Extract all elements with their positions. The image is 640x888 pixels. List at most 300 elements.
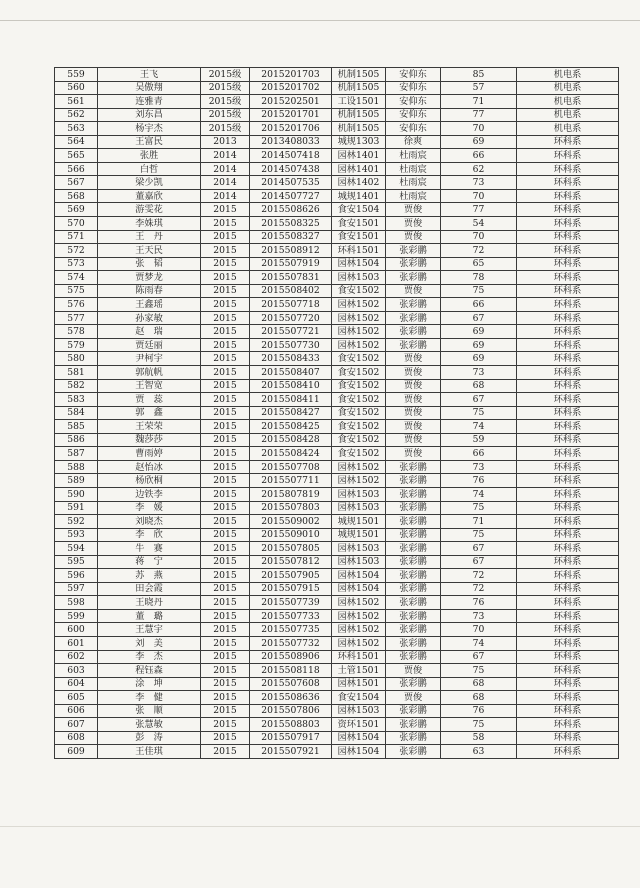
student-name-cell: 杨宇杰 [98,122,201,136]
student-id-cell: 2015508411 [250,393,332,407]
student-id-cell: 2015201701 [250,108,332,122]
student-name-cell: 王飞 [98,68,201,82]
grade-cell: 2015 [201,460,250,474]
class-cell: 食安1502 [332,393,386,407]
row-number-cell: 604 [55,677,98,691]
score-table-body [55,68,619,759]
teacher-cell: 贾俊 [386,217,441,231]
row-number-cell: 565 [55,149,98,163]
score-cell: 75 [441,718,517,732]
score-cell: 72 [441,582,517,596]
score-cell: 66 [441,298,517,312]
row-number-cell: 567 [55,176,98,190]
table-row [55,325,619,339]
student-id-cell: 2015507917 [250,731,332,745]
row-number-cell: 589 [55,474,98,488]
student-id-cell: 2015508912 [250,244,332,258]
department-cell: 环科系 [517,447,619,461]
student-name-cell: 王天民 [98,244,201,258]
row-number-cell: 592 [55,515,98,529]
class-cell: 园林1502 [332,596,386,610]
department-cell: 环科系 [517,650,619,664]
class-cell: 机制1505 [332,68,386,82]
grade-cell: 2015 [201,338,250,352]
department-cell: 环科系 [517,338,619,352]
grade-cell: 2013 [201,135,250,149]
student-id-cell: 2015508402 [250,284,332,298]
table-row [55,68,619,82]
table-row [55,379,619,393]
department-cell: 环科系 [517,176,619,190]
row-number-cell: 587 [55,447,98,461]
row-number-cell: 573 [55,257,98,271]
table-row [55,731,619,745]
student-name-cell: 王智宽 [98,379,201,393]
teacher-cell: 杜雨宸 [386,162,441,176]
teacher-cell: 张彩鹏 [386,311,441,325]
teacher-cell: 贾俊 [386,433,441,447]
student-name-cell: 曹雨婷 [98,447,201,461]
teacher-cell: 杜雨宸 [386,149,441,163]
grade-cell: 2014 [201,162,250,176]
class-cell: 工设1501 [332,95,386,109]
student-id-cell: 2014507418 [250,149,332,163]
class-cell: 园林1401 [332,149,386,163]
class-cell: 园林1503 [332,542,386,556]
teacher-cell: 安仰东 [386,81,441,95]
student-id-cell: 2015508427 [250,406,332,420]
grade-cell: 2015级 [201,108,250,122]
score-cell: 77 [441,203,517,217]
table-row [55,203,619,217]
score-cell: 67 [441,555,517,569]
student-id-cell: 2015201703 [250,68,332,82]
class-cell: 食安1502 [332,406,386,420]
table-row [55,474,619,488]
table-row [55,718,619,732]
grade-cell: 2015 [201,447,250,461]
row-number-cell: 583 [55,393,98,407]
grade-cell: 2015 [201,528,250,542]
score-cell: 73 [441,366,517,380]
score-cell: 69 [441,338,517,352]
department-cell: 环科系 [517,433,619,447]
teacher-cell: 张彩鹏 [386,244,441,258]
row-number-cell: 599 [55,609,98,623]
grade-cell: 2015 [201,582,250,596]
grade-cell: 2015 [201,433,250,447]
grade-cell: 2015 [201,542,250,556]
class-cell: 园林1502 [332,460,386,474]
department-cell: 机电系 [517,122,619,136]
student-id-cell: 2015509010 [250,528,332,542]
student-name-cell: 董 璐 [98,609,201,623]
row-number-cell: 595 [55,555,98,569]
table-row [55,542,619,556]
class-cell: 城规1401 [332,189,386,203]
student-id-cell: 2015507803 [250,501,332,515]
teacher-cell: 张彩鹏 [386,704,441,718]
department-cell: 环科系 [517,515,619,529]
student-name-cell: 李 健 [98,691,201,705]
class-cell: 园林1502 [332,298,386,312]
class-cell: 食安1502 [332,447,386,461]
score-cell: 78 [441,271,517,285]
student-id-cell: 2015508636 [250,691,332,705]
department-cell: 环科系 [517,664,619,678]
teacher-cell: 安仰东 [386,68,441,82]
table-row [55,189,619,203]
class-cell: 园林1504 [332,569,386,583]
teacher-cell: 贾俊 [386,420,441,434]
table-row [55,244,619,258]
student-id-cell: 2015507735 [250,623,332,637]
department-cell: 环科系 [517,325,619,339]
table-row [55,636,619,650]
table-row [55,420,619,434]
student-name-cell: 边铁李 [98,487,201,501]
class-cell: 园林1503 [332,555,386,569]
student-name-cell: 田会霞 [98,582,201,596]
grade-cell: 2015 [201,501,250,515]
class-cell: 食安1501 [332,217,386,231]
table-row [55,162,619,176]
student-name-cell: 牛 赛 [98,542,201,556]
grade-cell: 2015 [201,515,250,529]
class-cell: 食安1504 [332,203,386,217]
teacher-cell: 贾俊 [386,284,441,298]
score-cell: 66 [441,149,517,163]
student-id-cell: 2015507805 [250,542,332,556]
department-cell: 环科系 [517,420,619,434]
department-cell: 环科系 [517,298,619,312]
score-cell: 72 [441,569,517,583]
department-cell: 环科系 [517,731,619,745]
score-cell: 74 [441,636,517,650]
teacher-cell: 张彩鹏 [386,582,441,596]
class-cell: 城规1501 [332,528,386,542]
grade-cell: 2015 [201,230,250,244]
student-id-cell: 2015507915 [250,582,332,596]
class-cell: 园林1502 [332,325,386,339]
class-cell: 园林1504 [332,731,386,745]
student-name-cell: 李 媛 [98,501,201,515]
score-cell: 76 [441,596,517,610]
department-cell: 环科系 [517,366,619,380]
department-cell: 环科系 [517,745,619,759]
table-row [55,528,619,542]
student-name-cell: 程钰森 [98,664,201,678]
row-number-cell: 576 [55,298,98,312]
teacher-cell: 张彩鹏 [386,650,441,664]
department-cell: 环科系 [517,704,619,718]
row-number-cell: 568 [55,189,98,203]
student-id-cell: 2015807819 [250,487,332,501]
student-name-cell: 刘 美 [98,636,201,650]
row-number-cell: 588 [55,460,98,474]
table-row [55,650,619,664]
grade-cell: 2015 [201,298,250,312]
table-row [55,501,619,515]
class-cell: 园林1401 [332,162,386,176]
grade-cell: 2015 [201,244,250,258]
department-cell: 环科系 [517,406,619,420]
score-cell: 73 [441,609,517,623]
teacher-cell: 张彩鹏 [386,623,441,637]
table-row [55,95,619,109]
table-row [55,664,619,678]
row-number-cell: 569 [55,203,98,217]
grade-cell: 2015 [201,664,250,678]
class-cell: 环科1501 [332,244,386,258]
department-cell: 环科系 [517,244,619,258]
table-row [55,135,619,149]
department-cell: 环科系 [517,149,619,163]
table-row [55,704,619,718]
row-number-cell: 603 [55,664,98,678]
student-id-cell: 2015507608 [250,677,332,691]
department-cell: 环科系 [517,718,619,732]
student-name-cell: 游雯花 [98,203,201,217]
teacher-cell: 贾俊 [386,691,441,705]
score-cell: 69 [441,135,517,149]
teacher-cell: 安仰东 [386,95,441,109]
department-cell: 环科系 [517,691,619,705]
row-number-cell: 598 [55,596,98,610]
grade-cell: 2015 [201,393,250,407]
student-name-cell: 蒋 宁 [98,555,201,569]
row-number-cell: 575 [55,284,98,298]
row-number-cell: 562 [55,108,98,122]
score-cell: 66 [441,447,517,461]
class-cell: 园林1502 [332,623,386,637]
grade-cell: 2015 [201,596,250,610]
score-cell: 71 [441,95,517,109]
row-number-cell: 559 [55,68,98,82]
student-id-cell: 2015508433 [250,352,332,366]
student-id-cell: 2015507730 [250,338,332,352]
class-cell: 环科1501 [332,650,386,664]
student-id-cell: 2015507720 [250,311,332,325]
department-cell: 环科系 [517,623,619,637]
teacher-cell: 贾俊 [386,203,441,217]
score-cell: 85 [441,68,517,82]
department-cell: 环科系 [517,189,619,203]
student-id-cell: 2015508424 [250,447,332,461]
student-name-cell: 连雅青 [98,95,201,109]
student-id-cell: 2014507727 [250,189,332,203]
table-row [55,393,619,407]
class-cell: 食安1502 [332,352,386,366]
student-id-cell: 2015507721 [250,325,332,339]
score-cell: 75 [441,501,517,515]
grade-cell: 2015 [201,623,250,637]
grade-cell: 2015 [201,745,250,759]
row-number-cell: 593 [55,528,98,542]
grade-cell: 2015 [201,257,250,271]
score-cell: 69 [441,352,517,366]
student-id-cell: 2015508803 [250,718,332,732]
score-cell: 70 [441,623,517,637]
grade-cell: 2015 [201,406,250,420]
student-id-cell: 2015508410 [250,379,332,393]
teacher-cell: 贾俊 [386,366,441,380]
student-id-cell: 2014507438 [250,162,332,176]
grade-cell: 2015级 [201,81,250,95]
student-name-cell: 王富民 [98,135,201,149]
class-cell: 机制1505 [332,122,386,136]
row-number-cell: 571 [55,230,98,244]
teacher-cell: 贾俊 [386,447,441,461]
row-number-cell: 582 [55,379,98,393]
class-cell: 机制1505 [332,108,386,122]
department-cell: 机电系 [517,108,619,122]
student-id-cell: 2015507812 [250,555,332,569]
table-row [55,406,619,420]
department-cell: 环科系 [517,636,619,650]
department-cell: 环科系 [517,379,619,393]
row-number-cell: 597 [55,582,98,596]
teacher-cell: 贾俊 [386,664,441,678]
class-cell: 食安1502 [332,433,386,447]
department-cell: 环科系 [517,311,619,325]
teacher-cell: 贾俊 [386,379,441,393]
grade-cell: 2014 [201,176,250,190]
row-number-cell: 579 [55,338,98,352]
row-number-cell: 605 [55,691,98,705]
student-id-cell: 2015508407 [250,366,332,380]
class-cell: 资环1501 [332,718,386,732]
class-cell: 园林1504 [332,257,386,271]
row-number-cell: 578 [55,325,98,339]
teacher-cell: 安仰东 [386,108,441,122]
student-id-cell: 2015507739 [250,596,332,610]
student-name-cell: 郭航帆 [98,366,201,380]
student-name-cell: 刘晓杰 [98,515,201,529]
score-cell: 57 [441,81,517,95]
teacher-cell: 张彩鹏 [386,325,441,339]
grade-cell: 2014 [201,149,250,163]
department-cell: 环科系 [517,677,619,691]
department-cell: 环科系 [517,609,619,623]
row-number-cell: 590 [55,487,98,501]
scan-edge-line [0,826,640,827]
table-row [55,596,619,610]
score-cell: 59 [441,433,517,447]
grade-cell: 2015 [201,311,250,325]
class-cell: 园林1502 [332,311,386,325]
teacher-cell: 张彩鹏 [386,569,441,583]
class-cell: 食安1502 [332,420,386,434]
score-cell: 74 [441,487,517,501]
class-cell: 园林1503 [332,271,386,285]
row-number-cell: 564 [55,135,98,149]
score-cell: 69 [441,325,517,339]
department-cell: 环科系 [517,487,619,501]
teacher-cell: 张彩鹏 [386,487,441,501]
table-row [55,122,619,136]
student-id-cell: 2015507905 [250,569,332,583]
scan-edge-line [0,20,640,21]
student-id-cell: 2015507733 [250,609,332,623]
department-cell: 环科系 [517,352,619,366]
student-name-cell: 白哲 [98,162,201,176]
teacher-cell: 贾俊 [386,393,441,407]
score-cell: 62 [441,162,517,176]
row-number-cell: 577 [55,311,98,325]
score-cell: 68 [441,677,517,691]
student-name-cell: 梁少凯 [98,176,201,190]
grade-cell: 2015 [201,284,250,298]
class-cell: 园林1502 [332,636,386,650]
score-cell: 75 [441,406,517,420]
score-cell: 67 [441,311,517,325]
student-name-cell: 刘东昌 [98,108,201,122]
student-name-cell: 贾廷丽 [98,338,201,352]
grade-cell: 2015 [201,217,250,231]
teacher-cell: 贾俊 [386,230,441,244]
row-number-cell: 581 [55,366,98,380]
class-cell: 城规1501 [332,515,386,529]
class-cell: 城规1303 [332,135,386,149]
department-cell: 机电系 [517,81,619,95]
student-id-cell: 2015509002 [250,515,332,529]
row-number-cell: 572 [55,244,98,258]
department-cell: 环科系 [517,542,619,556]
row-number-cell: 601 [55,636,98,650]
class-cell: 机制1505 [332,81,386,95]
class-cell: 食安1502 [332,284,386,298]
table-row [55,149,619,163]
score-cell: 76 [441,474,517,488]
student-id-cell: 2015202501 [250,95,332,109]
grade-cell: 2015 [201,636,250,650]
grade-cell: 2015 [201,352,250,366]
score-cell: 67 [441,542,517,556]
student-id-cell: 2015507921 [250,745,332,759]
student-name-cell: 李 欣 [98,528,201,542]
row-number-cell: 566 [55,162,98,176]
grade-cell: 2015 [201,203,250,217]
teacher-cell: 张彩鹏 [386,596,441,610]
score-cell: 70 [441,189,517,203]
student-id-cell: 2015508118 [250,664,332,678]
row-number-cell: 607 [55,718,98,732]
table-row [55,447,619,461]
department-cell: 环科系 [517,135,619,149]
class-cell: 园林1502 [332,338,386,352]
student-id-cell: 2015508425 [250,420,332,434]
teacher-cell: 张彩鹏 [386,528,441,542]
score-table [54,67,619,759]
row-number-cell: 608 [55,731,98,745]
teacher-cell: 张彩鹏 [386,298,441,312]
score-cell: 76 [441,704,517,718]
student-id-cell: 2015508325 [250,217,332,231]
department-cell: 环科系 [517,217,619,231]
teacher-cell: 张彩鹏 [386,677,441,691]
class-cell: 食安1502 [332,366,386,380]
student-name-cell: 王荣荣 [98,420,201,434]
department-cell: 环科系 [517,393,619,407]
department-cell: 环科系 [517,582,619,596]
table-row [55,230,619,244]
student-name-cell: 郭 鑫 [98,406,201,420]
student-id-cell: 2015508906 [250,650,332,664]
teacher-cell: 张彩鹏 [386,271,441,285]
row-number-cell: 606 [55,704,98,718]
score-cell: 75 [441,528,517,542]
